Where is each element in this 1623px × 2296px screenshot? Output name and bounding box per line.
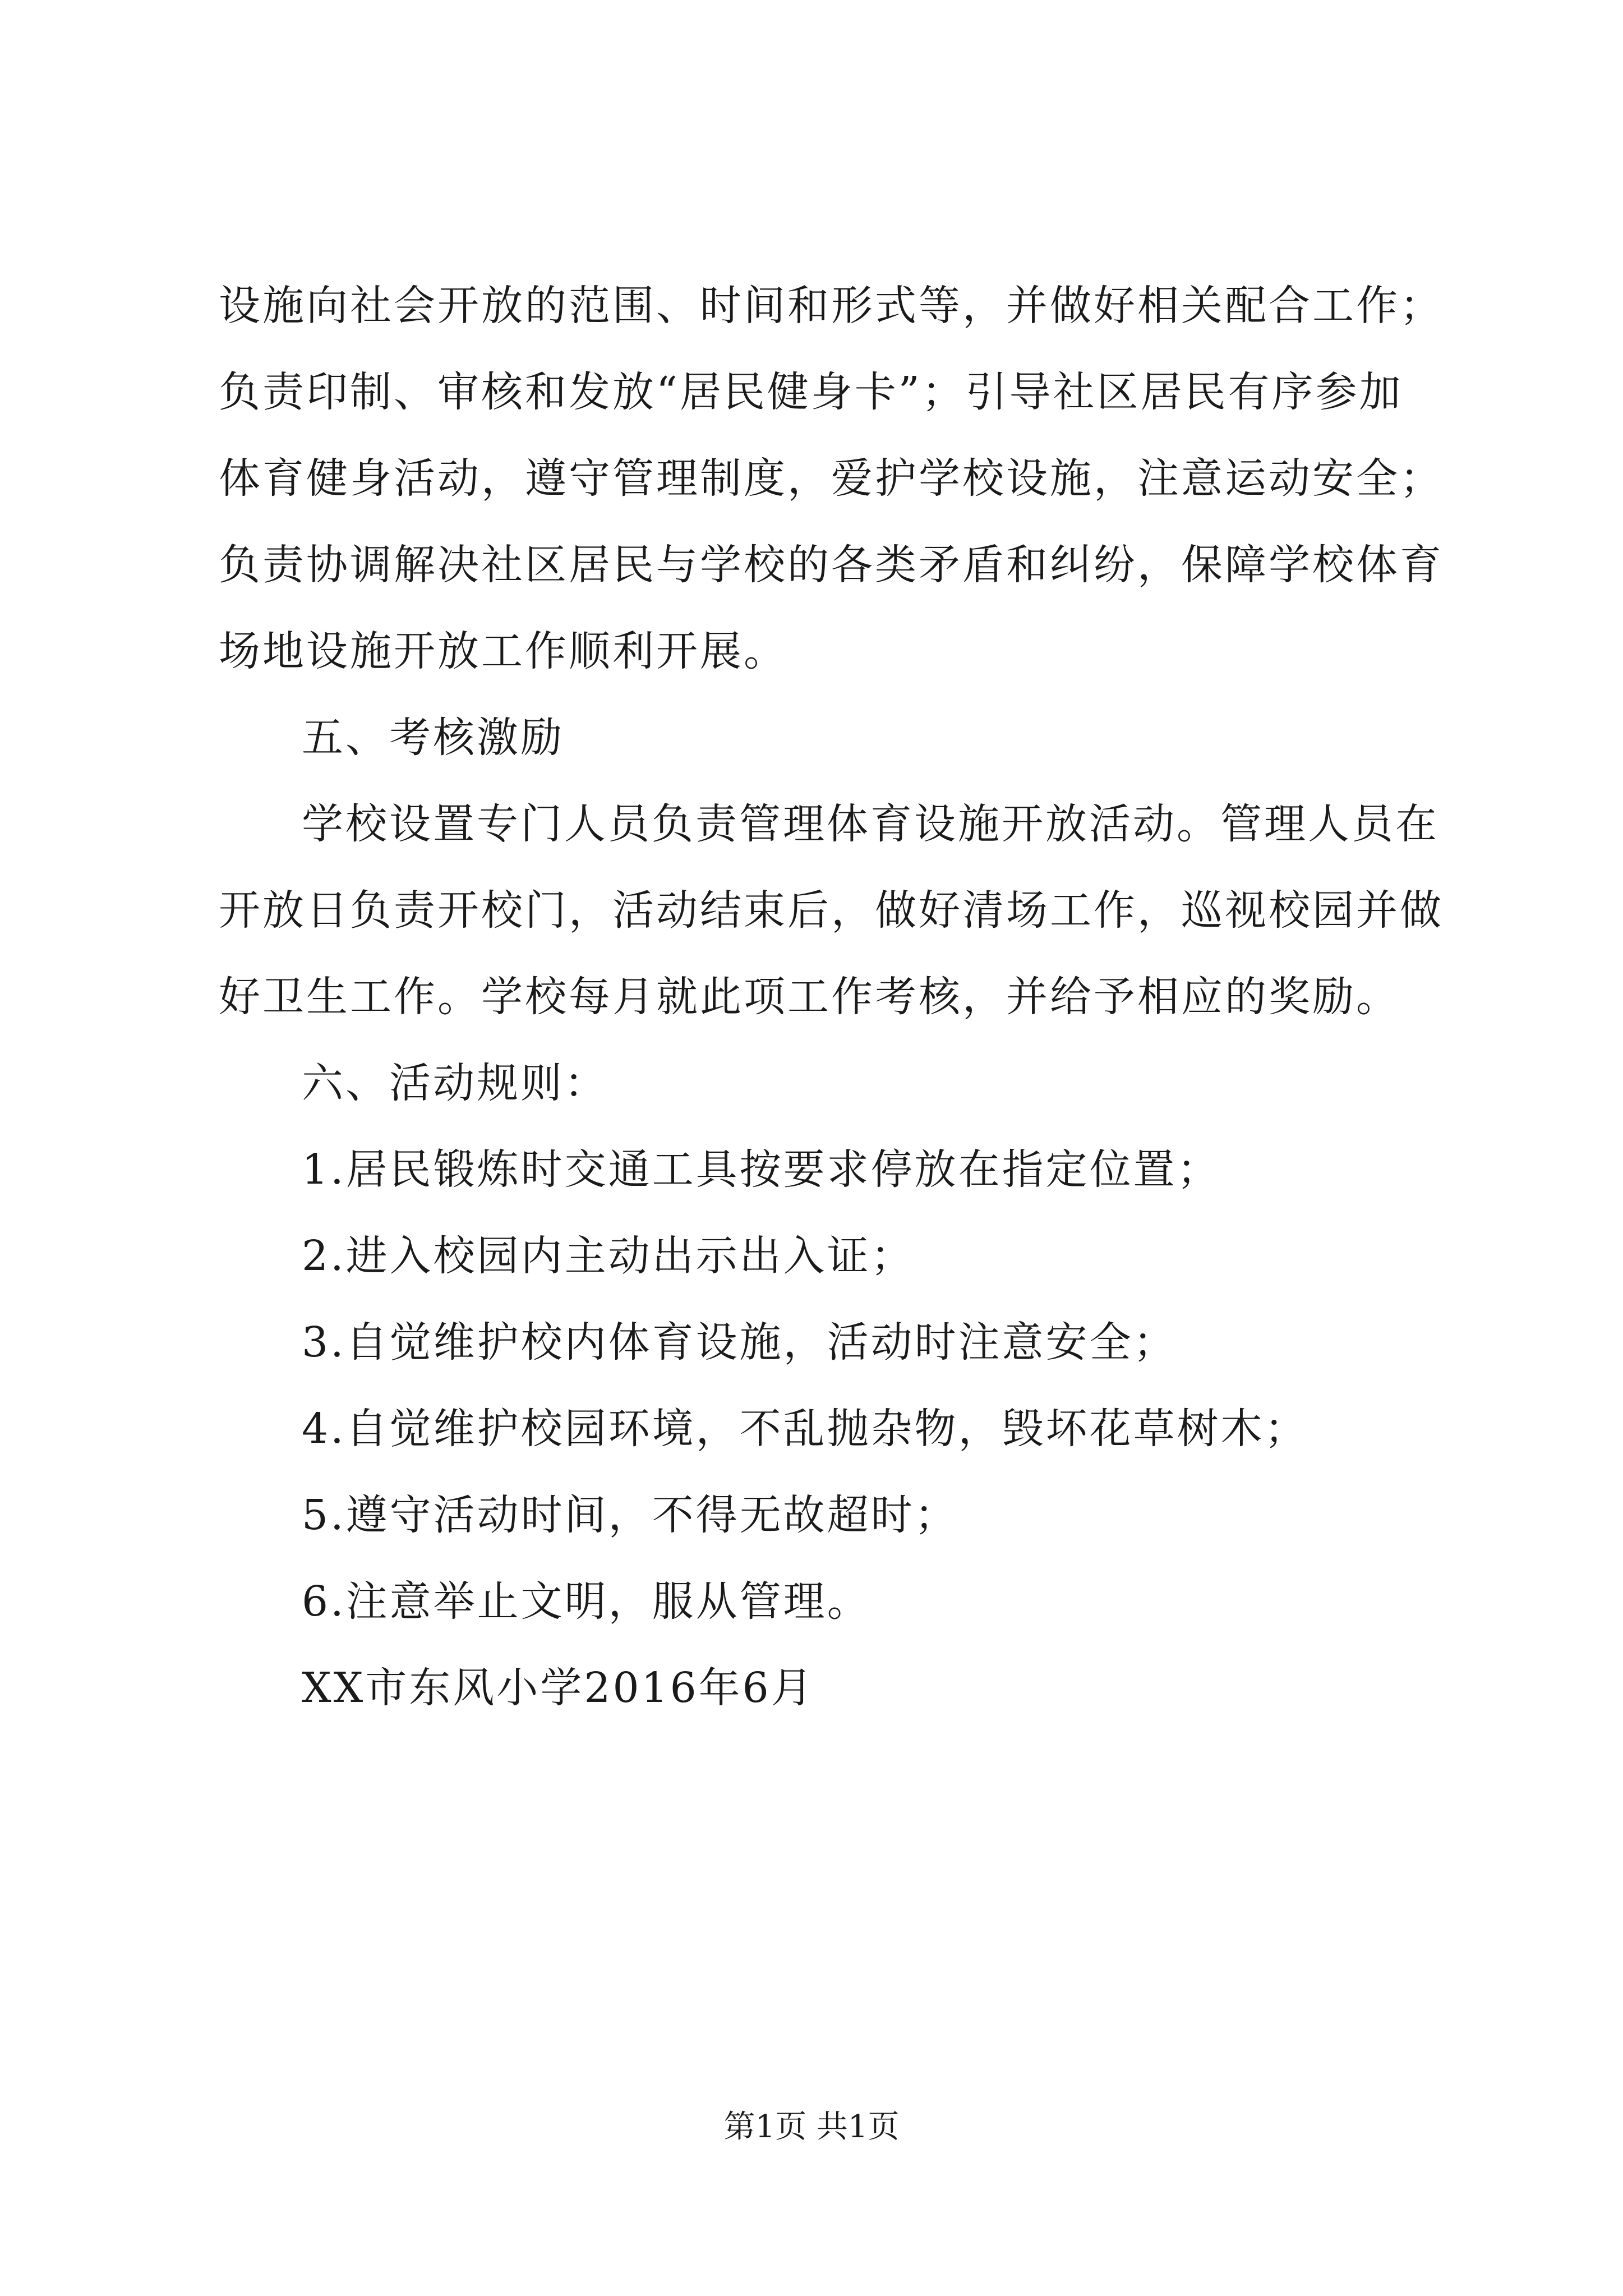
paragraph-line: 负责协调解决社区居民与学校的各类矛盾和纠纷，保障学校体育 xyxy=(219,541,1444,589)
paragraph-line: 负责印制、审核和发放“居民健身卡”；引导社区居民有序参加 xyxy=(219,368,1403,416)
paragraph-line: 体育健身活动，遵守管理制度，爱护学校设施，注意运动安全； xyxy=(219,454,1444,503)
section-heading-rules: 六、活动规则： xyxy=(302,1059,608,1107)
paragraph-line: 好卫生工作。学校每月就此项工作考核，并给予相应的奖励。 xyxy=(219,973,1400,1021)
paragraph-line: 学校设置专门人员负责管理体育设施开放活动。管理人员在 xyxy=(302,800,1439,848)
rule-item: 2.进入校园内主动出示出入证； xyxy=(302,1232,915,1280)
rules-list xyxy=(219,1126,1430,1645)
rule-item: 4.自觉维护校园环境，不乱抛杂物，毁坏花草树木； xyxy=(302,1405,1308,1453)
rule-item: 6.注意举止文明，服从管理。 xyxy=(302,1577,871,1626)
rule-item: 3.自觉维护校内体育设施，活动时注意安全； xyxy=(302,1318,1177,1366)
paragraph-assessment xyxy=(219,781,1444,1040)
document-body xyxy=(219,263,1444,1731)
rule-item: 5.遵守活动时间，不得无故超时； xyxy=(302,1491,958,1539)
page-footer: 第1页 共1页 xyxy=(723,2109,900,2145)
section-heading-assessment: 五、考核激励 xyxy=(302,714,564,762)
rule-item: 1.居民锻炼时交通工具按要求停放在指定位置； xyxy=(302,1145,1221,1194)
paragraph-line: 设施向社会开放的范围、时间和形式等，并做好相关配合工作； xyxy=(219,282,1444,330)
paragraph-responsibilities xyxy=(219,263,1444,694)
paragraph-line: 场地设施开放工作顺利开展。 xyxy=(219,627,787,675)
signature-line: XX市东风小学2016年6月 xyxy=(302,1664,815,1712)
paragraph-line: 开放日负责开校门，活动结束后，做好清场工作，巡视校园并做 xyxy=(219,886,1444,935)
